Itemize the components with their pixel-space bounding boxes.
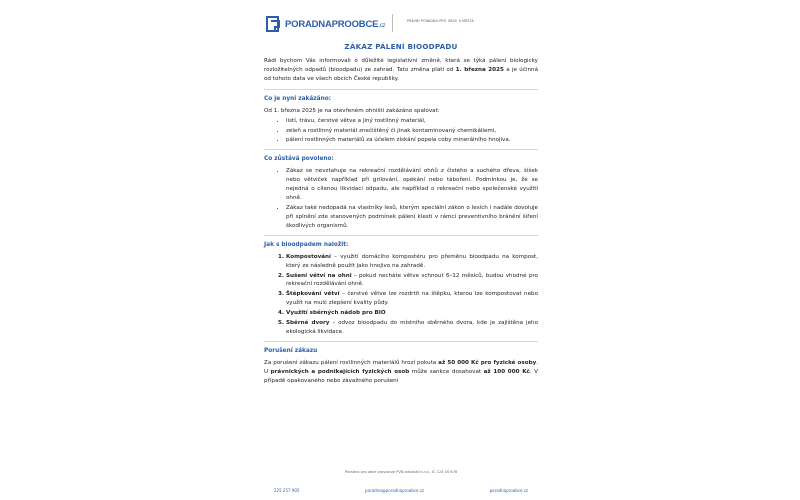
list-item: • Zákaz také nedopadá na vlastníky lesů, kterým speciální zákon o lesích i nadále dovoluje při splnění zde stanovených podmínek pálení klestí v rámci preventivního bránění šíření škodlivých organismů.	[286, 204, 538, 231]
section-heading-penalty: Porušení zákazu	[264, 347, 318, 354]
document-body	[264, 42, 538, 391]
allowed-list	[264, 167, 538, 230]
section-heading-handling: Jak s bioodpadem naložit:	[264, 241, 349, 248]
list-item: • zeleň a rostlinný materiál znečištěný či jinak kontaminovaný chemikáliemi,	[286, 127, 538, 136]
footer-phone[interactable]: 225 257 905	[274, 488, 300, 493]
logo-mark-icon	[266, 15, 282, 33]
document-page	[250, 0, 550, 500]
header-divider	[392, 14, 393, 32]
logo-text: PORADNAPROOBCE.cz	[285, 18, 386, 30]
list-item: 5. Sběrné dvory – odvoz bioodpadu do místního sběrného dvora, kde je zajištěna jeho ekologická likvidace.	[286, 319, 538, 337]
document-title: ZÁKAZ PÁLENÍ BIOODPADU	[344, 42, 458, 51]
section-heading-prohibited: Co je nyní zakázáno:	[264, 95, 331, 102]
list-item: 4. Využití sběrných nádob pro BIO	[286, 309, 538, 318]
list-item: • Zákaz se nevztahuje na rekreační rozdělávání ohňů z čistého a suchého dřeva, šišek nebo větviček například při grilování, opékání nebo táboření. Podmínkou je, že se nejedná o cílenou likvidaci odpadu, ale například o rekreační nebo společenské využití ohně.	[286, 167, 538, 203]
section-divider	[264, 341, 538, 342]
section-heading-allowed: Co zůstává povoleno:	[264, 156, 334, 163]
footer-text: Poradna pro obce provozuje PVB advokáti s.r.o., IČ 123 45 678	[344, 470, 458, 474]
prohibited-lead: Od 1. března 2025 je na otevřeném ohništi zakázáno spalovat:	[264, 107, 440, 114]
footer-contacts	[264, 488, 538, 493]
penalty-paragraph: Za porušení zákazu pálení rostlinných materiálů hrozí pokuta až 50 000 Kč pro fyzické osoby. U právnických a podnikajících fyzických osob může sankce dosahovat až 100 000 Kč. V případě opakovaného nebo závažného porušení	[264, 359, 538, 384]
list-item: 1. Kompostování – využití domácího kompostéru pro přeměnu bioodpadu na kompost, který ze následně použít jako hnojivo na zahradě.	[286, 253, 538, 271]
section-divider	[264, 149, 538, 150]
logo[interactable]	[266, 14, 385, 34]
list-item: 2. Sušení větví na ohni – pokud necháte větve schnout 6–12 měsíců, budou vhodné pro rekreační rozdělávání ohně.	[286, 272, 538, 290]
footer-web[interactable]: poradnaproobce.cz	[489, 488, 528, 493]
section-divider	[264, 89, 538, 90]
list-item: • pálení rostlinných materiálů za účelem získání popela coby minerálního hnojiva.	[286, 136, 538, 145]
intro-paragraph: Rádi bychom Vás informovali o důležité legislativní změně, která se týká pálení biologicky rozložitelných odpadů (bioodpadu) ze zahrad. Tato změna platí od 1. března 2025 a je účinná od tohoto data ve všech obcích České republiky.	[264, 58, 539, 82]
prohibited-list	[264, 117, 538, 146]
section-divider	[264, 235, 538, 236]
header-tagline: PRÁVNÍ PORADNA PRO OBCE A MĚSTA	[407, 19, 474, 23]
footer-email[interactable]: poradna@poradnaproobce.cz	[365, 488, 425, 493]
list-item: 3. Štěpkování větví – čerstvé větve lze rozdrtit na štěpku, kterou lze kompostovat nebo využít na mulč zlepšení kvality půdy.	[286, 290, 538, 308]
handling-list	[264, 253, 538, 337]
list-item: • listí, trávu, čerstvé větve a jiný rostlinný materiál,	[286, 117, 538, 126]
